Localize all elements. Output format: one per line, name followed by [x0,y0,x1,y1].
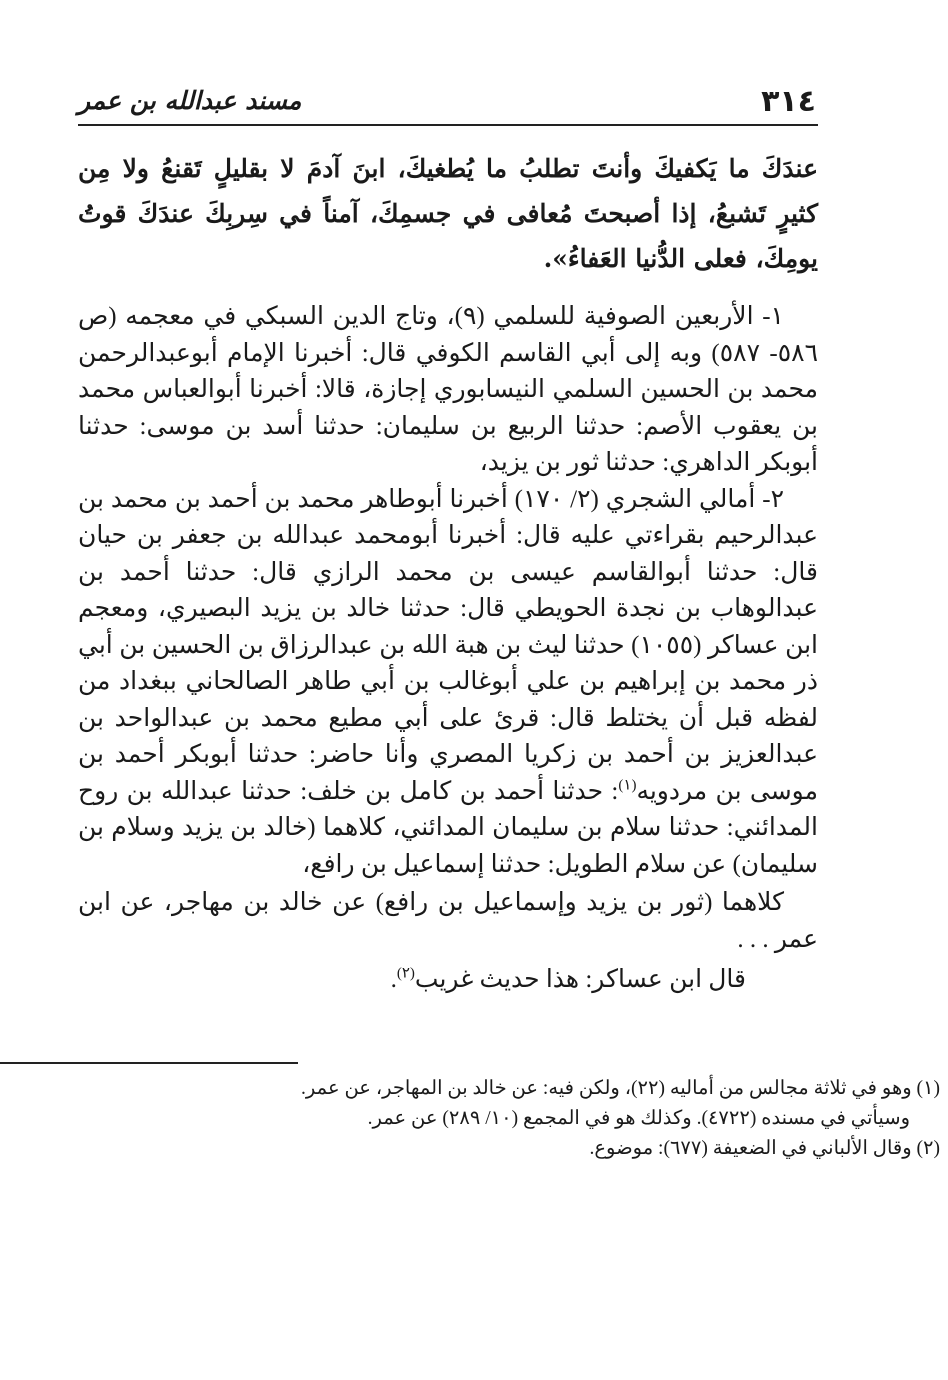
ibn-asakir-text: قال ابن عساكر: هذا حديث غريب [414,966,746,993]
ibn-asakir-paragraph [78,962,818,999]
source-2-paragraph [78,482,818,884]
footnote-1-marker[interactable]: (١) [618,777,637,794]
conclusion-paragraph: كلاهما (ثور بن يزيد وإسماعيل بن رافع) عن خالد بن مهاجر، عن ابن عمر . . . [78,889,818,953]
sources-section [78,299,818,999]
hadith-text: عندَكَ ما يَكفيكَ وأنتَ تطلبُ ما يُطغيكَ، ابنَ آدمَ لا بقليلٍ تَقنعُ ولا مِن كثيرٍ تَشبعُ، إذا أصبحتَ مُعافى في جسمِكَ، آمناً في سِربِكَ عندَكَ قوتُ يومِكَ، فعلى الدُّنيا العَفاءُ». [78,154,818,273]
final-period: . [390,966,397,993]
footnote-2: (٢) وقال الألباني في الضعيفة (٦٧٧): موضوع. [589,1138,940,1159]
source-2-text: ٢- أمالي الشجري (٢/ ١٧٠) أخبرنا أبوطاهر محمد بن أحمد بن محمد بن عبدالرحيم بقراءتي عليه قال: أخبرنا أبومحمد عبدالله بن جعفر بن حيان قال: حدثنا أبوالقاسم عيسى بن محمد الرازي قال: حدثنا أحمد بن عبدالوهاب بن نجدة الحويطي قال: حدثنا خالد بن يزيد البصيري، ومعجم ابن عساكر (١٠٥٥) حدثنا ليث بن هبة الله بن عبدالرزاق بن الحسين بن أبي ذر محمد بن إبراهيم بن علي أبوغالب بن أبي طاهر الصالحاني ببغداد من لفظه قبل أن يختلط قال: قرئ على أبي مطيع محمد بن عبدالواحد بن عبدالعزيز بن أحمد بن زكريا المصري وأنا حاضر: حدثنا أبوبكر أحمد بن موسى بن مردويه [78,485,819,805]
footnotes-section [0,1074,940,1164]
footnote-separator [0,1062,298,1064]
page-number: ٣١٤ [761,84,816,119]
source-2-continuation: : حدثنا أحمد بن كامل بن خلف: حدثنا عبدالله بن روح المدائني: حدثنا سلام بن سليمان المدائني، كلاهما (خالد بن يزيد وسلام بن سليمان) عن سلام الطويل: حدثنا إسماعيل بن رافع، [78,777,818,878]
header-rule [78,124,818,126]
footnote-2-marker[interactable]: (٢) [396,965,415,982]
book-page [78,80,818,999]
page-header [78,80,818,126]
footnote-1-line-2: وسيأتي في مسنده (٤٧٢٢). وكذلك هو في المجمع (١٠/ ٢٨٩) عن عمر. [367,1108,910,1129]
source-1-paragraph: ١- الأربعين الصوفية للسلمي (٩)، وتاج الدين السبكي في معجمه (ص ٥٨٦- ٥٨٧) وبه إلى أبي القاسم الكوفي قال: أخبرنا الإمام أبوعبدالرحمن محمد بن الحسين السلمي النيسابوري إجازة، قالا: أخبرنا أبوالعباس محمد بن يعقوب الأصم: حدثنا الربيع بن سليمان: حدثنا أسد بن موسى: حدثنا أبوبكر الداهري: حدثنا ثور بن يزيد، [78,303,819,476]
running-title: مسند عبدالله بن عمر [78,86,302,115]
footnote-1-line-1: (١) وهو في ثلاثة مجالس من أماليه (٢٢)، ولكن فيه: عن خالد بن المهاجر، عن عمر. [301,1078,940,1099]
